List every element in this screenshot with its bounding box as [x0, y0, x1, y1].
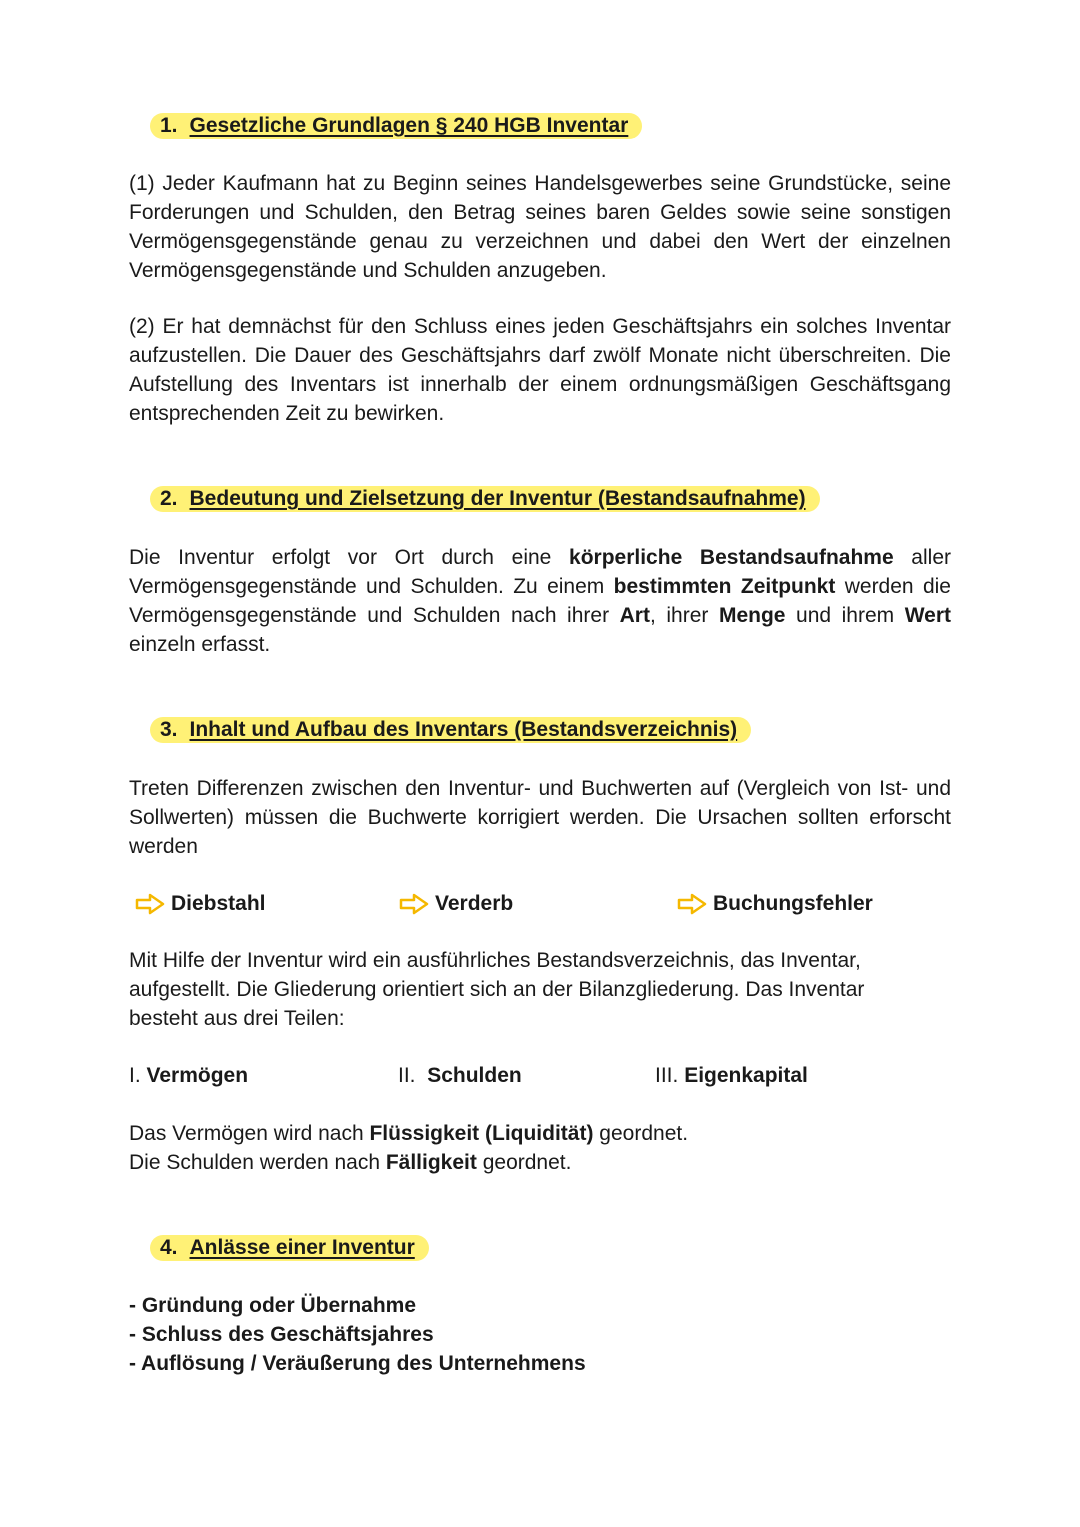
anlaesse-list	[129, 1291, 586, 1378]
part-label: Schulden	[427, 1064, 522, 1087]
section-title: Gesetzliche Grundlagen § 240 HGB Inventar	[189, 114, 629, 137]
part-numeral: II.	[398, 1064, 416, 1087]
arrow-right-icon	[677, 893, 707, 915]
cause-label: Buchungsfehler	[713, 892, 873, 915]
section-4-heading	[160, 1235, 415, 1261]
text: aller Vermögensgegenstände und Schulden. Zu einem	[129, 546, 951, 598]
list-item: - Gründung oder Übernahme	[129, 1294, 417, 1317]
paragraph-inventar: Mit Hilfe der Inventur wird ein ausführliches Bestandsverzeichnis, das Inventar, aufgestellt. Die Gliederung orientiert sich an der Bilanzgliederung. Das Inventar besteht aus drei Teilen:	[129, 949, 865, 1030]
paragraph-hgb-1: (1) Jeder Kaufmann hat zu Beginn seines Handelsgewerbes seine Grundstücke, seine Forderungen und Schulden, den Betrag seines baren Geldes sowie seine sonstigen Vermögensgegenstände genau zu verzeichnen und dabei den Wert der einzelnen Vermögensgegenstände und Schulden anzugeben.	[129, 172, 951, 282]
text: , ihrer	[649, 604, 719, 627]
arrow-right-icon	[135, 893, 165, 915]
paragraph-inventur	[129, 543, 951, 659]
list-item: - Schluss des Geschäftsjahres	[129, 1323, 434, 1346]
text: geordnet.	[593, 1122, 689, 1145]
section-number: 2.	[160, 487, 178, 510]
text: einzeln erfasst.	[129, 633, 271, 656]
part-numeral: I.	[129, 1064, 141, 1087]
cause-diebstahl	[135, 889, 266, 918]
text: Das Vermögen wird nach	[129, 1122, 370, 1145]
part-label: Eigenkapital	[684, 1064, 808, 1087]
section-2-heading	[160, 486, 806, 512]
section-number: 3.	[160, 718, 178, 741]
cause-label: Verderb	[435, 892, 514, 915]
text: werden die Vermögensgegenstände und Schulden nach ihrer	[129, 575, 951, 627]
bold-term: Flüssigkeit (Liquidität)	[369, 1122, 594, 1145]
paragraph-hgb-2: (2) Er hat demnächst für den Schluss eines jeden Geschäftsjahrs ein solches Inventar aufzustellen. Die Dauer des Geschäftsjahrs darf zwölf Monate nicht überschreiten. Die Aufstellung des Inventars ist innerhalb der einem ordnungsmäßigen Geschäftsgang entsprechenden Zeit zu bewirken.	[129, 315, 951, 425]
cause-buchungsfehler	[677, 889, 873, 918]
bold-term: Art	[619, 604, 650, 627]
part-vermoegen	[129, 1061, 248, 1090]
cause-label: Diebstahl	[171, 892, 266, 915]
section-number: 1.	[160, 114, 178, 137]
section-1-heading	[160, 113, 628, 139]
section-title: Inhalt und Aufbau des Inventars (Bestandsverzeichnis)	[189, 718, 738, 741]
text: Die Schulden werden nach	[129, 1151, 386, 1174]
paragraph-ordnung	[129, 1119, 951, 1177]
bold-term: Wert	[904, 604, 951, 627]
bold-term: bestimmten Zeitpunkt	[613, 575, 836, 598]
part-eigenkapital	[655, 1061, 808, 1090]
paragraph-differenzen: Treten Differenzen zwischen den Inventur- und Buchwerten auf (Vergleich von Ist- und Sollwerten) müssen die Buchwerte korrigiert werden. Die Ursachen sollten erforscht werden	[129, 777, 951, 858]
part-label: Vermögen	[146, 1064, 249, 1087]
text: Die Inventur erfolgt vor Ort durch eine	[129, 546, 570, 569]
cause-verderb	[399, 889, 513, 918]
part-schulden	[398, 1061, 522, 1090]
bold-term: Fälligkeit	[385, 1151, 477, 1174]
text: geordnet.	[476, 1151, 572, 1174]
section-title: Anlässe einer Inventur	[189, 1236, 415, 1259]
bold-term: körperliche Bestandsaufnahme	[569, 546, 894, 569]
text: und ihrem	[785, 604, 905, 627]
part-numeral: III.	[655, 1064, 679, 1087]
arrow-right-icon	[399, 893, 429, 915]
section-3-heading	[160, 717, 737, 743]
bold-term: Menge	[718, 604, 786, 627]
section-title: Bedeutung und Zielsetzung der Inventur (Bestandsaufnahme)	[189, 487, 806, 510]
section-number: 4.	[160, 1236, 178, 1259]
list-item: - Auflösung / Veräußerung des Unternehmens	[129, 1352, 586, 1375]
